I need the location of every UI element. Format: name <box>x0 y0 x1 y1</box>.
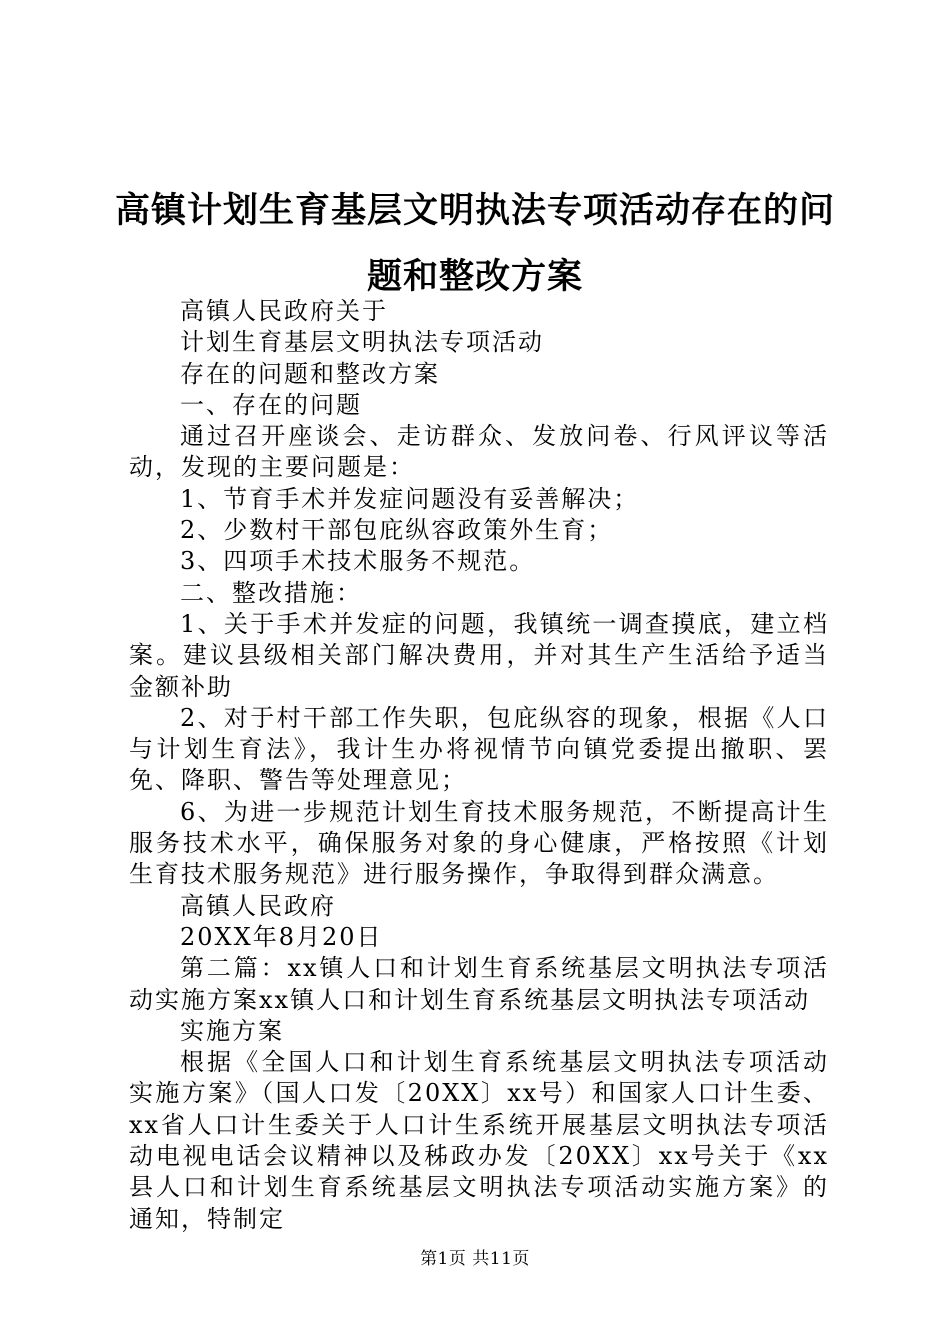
paragraph: 高镇人民政府关于 <box>180 297 388 325</box>
paragraph: 存在的问题和整改方案 <box>180 359 440 388</box>
signature: 高镇人民政府 <box>180 891 336 920</box>
page-footer: 第1页 共11页 <box>420 1249 530 1269</box>
list-item: 3、四项手术技术服务不规范。 <box>180 547 536 576</box>
paragraph: 第二篇：xx镇人口和计划生育系统基层文明执法专项活动实施方案xx镇人口和计划生育系统基层文明执法专项活动 <box>129 954 829 1014</box>
paragraph: 计划生育基层文明执法专项活动 <box>180 328 544 357</box>
document-title: 高镇计划生育基层文明执法专项活动存在的问题和整改方案 <box>114 190 835 297</box>
paragraph: 实施方案 <box>180 1016 284 1045</box>
section-heading: 一、存在的问题 <box>180 390 362 419</box>
list-item: 2、少数村干部包庇纵容政策外生育； <box>180 516 614 545</box>
section-heading: 二、整改措施： <box>180 578 362 607</box>
list-item: 6、为进一步规范计划生育技术服务规范，不断提高计生服务技术水平，确保服务对象的身心健康，严格按照《计划生育技术服务规范》进行服务操作，争取得到群众满意。 <box>129 797 829 889</box>
paragraph: 根据《全国人口和计划生育系统基层文明执法专项活动实施方案》（国人口发〔20XX〕xx号）和国家人口计生委、xx省人口计生委关于人口计生系统开展基层文明执法专项活动电视电话会议精神以及秭政办发〔20XX〕xx号关于《xx县人口和计划生育系统基层文明执法专项活动实施方案》的通知，特制定 <box>129 1048 829 1233</box>
paragraph: 通过召开座谈会、走访群众、发放问卷、行风评议等活动，发现的主要问题是： <box>129 422 829 482</box>
list-item: 1、关于手术并发症的问题，我镇统一调查摸底，建立档案。建议县级相关部门解决费用，并对其生产生活给予适当金额补助 <box>129 609 829 701</box>
list-item: 2、对于村干部工作失职，包庇纵容的现象，根据《人口与计划生育法》，我计生办将视情节向镇党委提出撤职、罢免、降职、警告等处理意见； <box>129 703 829 795</box>
list-item: 1、节育手术并发症问题没有妥善解决； <box>180 484 640 513</box>
document-body <box>129 296 829 1235</box>
date: 20XX年8月20日 <box>180 922 383 951</box>
